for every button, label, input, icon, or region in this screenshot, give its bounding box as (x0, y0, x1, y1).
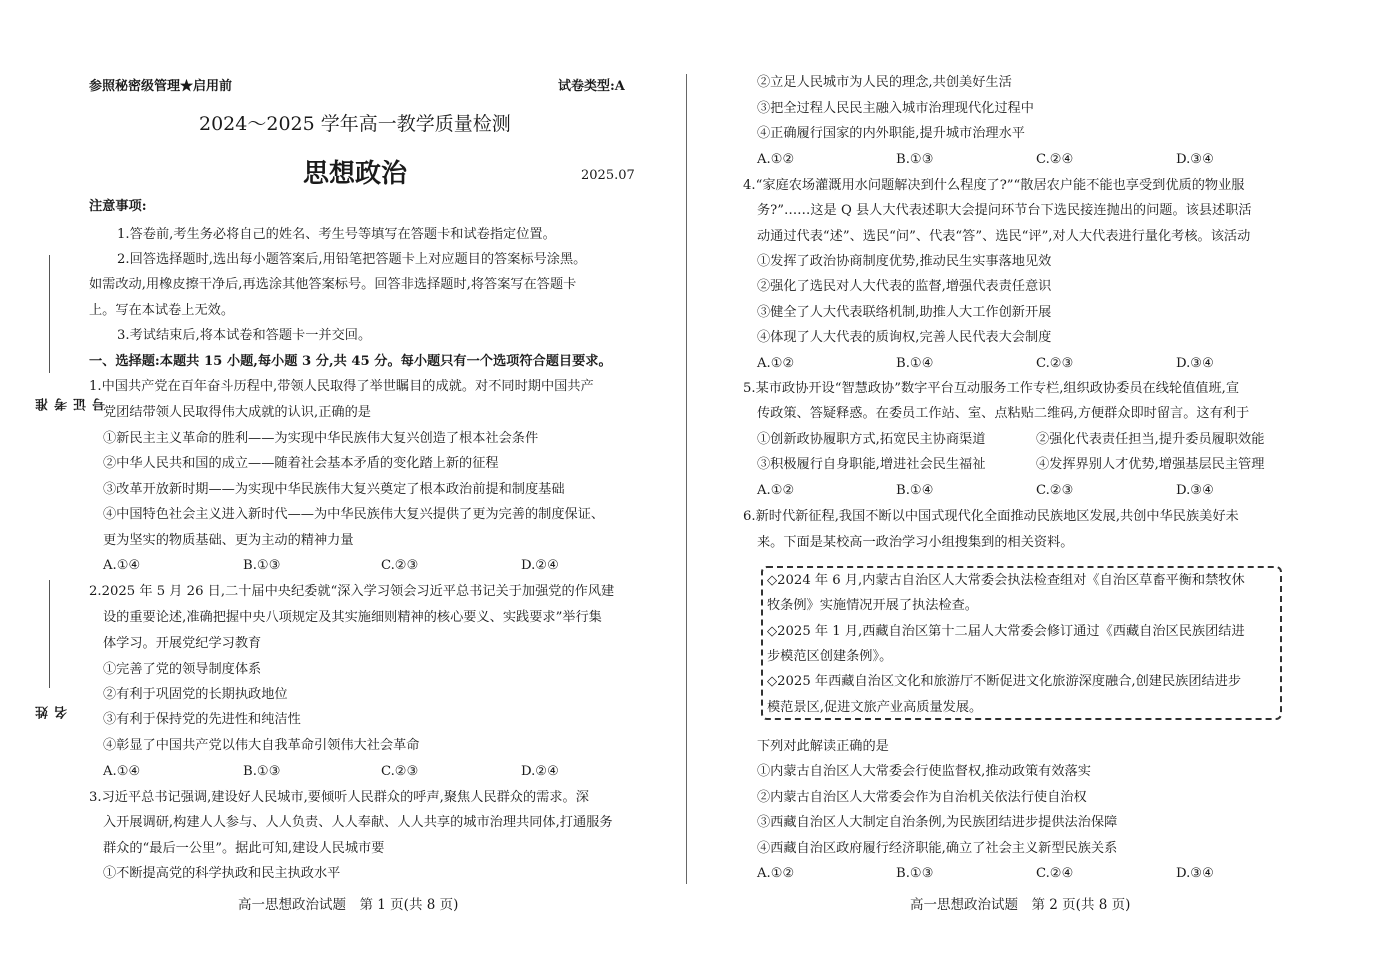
q5-item-1: ①创新政协履职方式,拓宽民主协商渠道 (757, 432, 986, 447)
q5-option-a: A.①② (757, 483, 795, 498)
q3-item-4: ④正确履行国家的内外职能,提升城市治理水平 (757, 126, 1025, 141)
q6-item-2: ②内蒙古自治区人大常委会作为自治机关依法行使自治权 (757, 790, 1087, 805)
q6-question: 下列对此解读正确的是 (757, 739, 889, 754)
q5-item-4: ④发挥界别人才优势,增强基层民主管理 (1036, 457, 1265, 472)
q6-option-d: D.③④ (1176, 866, 1214, 881)
q3-stem-end: 群众的“最后一公里”。据此可知,建设人民城市要 (103, 841, 385, 856)
q3-item-3: ③把全过程人民民主融入城市治理现代化过程中 (757, 101, 1034, 116)
q4-item-3: ③健全了人大代表联络机制,助推人大工作创新开展 (757, 305, 1052, 320)
q3-item-2: ②立足人民城市为人民的理念,共创美好生活 (757, 75, 1012, 90)
q2-option-c: C.②③ (381, 764, 419, 779)
footer-page-1: 高一思想政治试题 第 1 页(共 8 页) (238, 897, 459, 913)
q3-option-b: B.①③ (896, 152, 934, 167)
q4-item-2: ②强化了选民对人大代表的监督,增强代表责任意识 (757, 279, 1052, 294)
q1-stem-cont: 党团结带领人民取得伟大成就的认识,正确的是 (103, 405, 371, 420)
note-1: 1.答卷前,考生务必将自己的姓名、考生号等填写在答题卡和试卷指定位置。 (117, 227, 556, 242)
q5-option-d: D.③④ (1176, 483, 1214, 498)
secret-level: 参照秘密级管理★启用前 (89, 79, 233, 94)
q6-option-a: A.①② (757, 866, 795, 881)
section-heading: 一、选择题:本题共 15 小题,每小题 3 分,共 45 分。每小题只有一个选项符合题目要求。 (89, 354, 612, 369)
material-1-cont: 牧条例》实施情况开展了执法检查。 (767, 598, 978, 613)
exam-date: 2025.07 (581, 168, 635, 183)
q5-stem: 5.某市政协开设“智慧政协”数字平台互动服务工作专栏,组织政协委员在线轮值值班,宣 (743, 381, 1240, 396)
name-write-line (49, 580, 50, 688)
q6-stem-cont: 来。下面是某校高一政治学习小组搜集到的相关资料。 (757, 535, 1074, 550)
q4-item-1: ①发挥了政治协商制度优势,推动民生实事落地见效 (757, 254, 1052, 269)
q3-option-c: C.②④ (1036, 152, 1074, 167)
name-label: 姓名 (36, 706, 70, 719)
note-3: 3.考试结束后,将本试卷和答题卡一并交回。 (117, 328, 372, 343)
q4-option-b: B.①④ (896, 356, 934, 371)
notes-title: 注意事项: (89, 199, 147, 214)
material-1: ◇2024 年 6 月,内蒙古自治区人大常委会执法检查组对《自治区草畜平衡和禁牧休 (767, 573, 1245, 588)
q2-stem-end: 体学习。开展党纪学习教育 (103, 636, 262, 651)
q6-item-4: ④西藏自治区政府履行经济职能,确立了社会主义新型民族关系 (757, 841, 1118, 856)
q3-option-d: D.③④ (1176, 152, 1214, 167)
q6-item-1: ①内蒙古自治区人大常委会行使监督权,推动政策有效落实 (757, 764, 1091, 779)
material-3-cont: 模范景区,促进文旅产业高质量发展。 (767, 700, 983, 715)
q6-option-c: C.②④ (1036, 866, 1074, 881)
q2-item-3: ③有利于保持党的先进性和纯洁性 (103, 712, 301, 727)
q4-stem-cont: 务?”……这是 Q 县人大代表述职大会提问环节台下选民接连抛出的问题。该县述职活 (757, 203, 1252, 218)
q1-option-d: D.②④ (521, 558, 559, 573)
q4-item-4: ④体现了人大代表的质询权,完善人民代表大会制度 (757, 330, 1052, 345)
q1-item-1: ①新民主主义革命的胜利——为实现中华民族伟大复兴创造了根本社会条件 (103, 431, 539, 446)
q5-item-3: ③积极履行自身职能,增进社会民生福祉 (757, 457, 986, 472)
q1-stem: 1.中国共产党在百年奋斗历程中,带领人民取得了举世瞩目的成就。对不同时期中国共产 (89, 379, 594, 394)
q2-option-a: A.①④ (103, 764, 141, 779)
q4-stem: 4.“家庭农场灌溉用水问题解决到什么程度了?”“散居农户能不能也享受到优质的物业服 (743, 178, 1245, 193)
note-2-cont: 如需改动,用橡皮擦干净后,再选涂其他答案标号。回答非选择题时,将答案写在答题卡 (89, 277, 577, 292)
q5-item-2: ②强化代表责任担当,提升委员履职效能 (1036, 432, 1265, 447)
q2-stem-cont: 设的重要论述,准确把握中央八项规定及其实施细则精神的核心要义、实践要求”举行集 (103, 610, 602, 625)
q1-item-4-cont: 更为坚实的物质基础、更为主动的精神力量 (103, 533, 354, 548)
q2-item-1: ①完善了党的领导制度体系 (103, 662, 262, 677)
exam-title: 2024～2025 学年高一教学质量检测 (199, 113, 511, 135)
q5-stem-cont: 传政策、答疑释惑。在委员工作站、室、点粘贴二维码,方便群众即时留言。这有利于 (757, 406, 1250, 421)
q3-option-a: A.①② (757, 152, 795, 167)
exam-type: 试卷类型:A (558, 79, 625, 94)
q3-item-1: ①不断提高党的科学执政和民主执政水平 (103, 866, 341, 881)
q4-option-d: D.③④ (1176, 356, 1214, 371)
q1-option-c: C.②③ (381, 558, 419, 573)
admission-write-line (49, 255, 50, 373)
q2-item-4: ④彰显了中国共产党以伟大自我革命引领伟大社会革命 (103, 738, 420, 753)
q6-item-3: ③西藏自治区人大制定自治条例,为民族团结进步提供法治保障 (757, 815, 1118, 830)
material-3: ◇2025 年西藏自治区文化和旅游厅不断促进文化旅游深度融合,创建民族团结进步 (767, 674, 1242, 689)
q1-option-b: B.①③ (243, 558, 281, 573)
q6-stem: 6.新时代新征程,我国不断以中国式现代化全面推动民族地区发展,共创中华民族美好未 (743, 509, 1239, 524)
note-2-end: 上。写在本试卷上无效。 (89, 303, 235, 318)
admission-number-label: 准考证号 (36, 398, 108, 411)
q2-item-2: ②有利于巩固党的长期执政地位 (103, 687, 288, 702)
q4-option-c: C.②③ (1036, 356, 1074, 371)
q3-stem-cont: 入开展调研,构建人人参与、人人负责、人人奉献、人人共享的城市治理共同体,打通服务 (103, 815, 613, 830)
q5-option-b: B.①④ (896, 483, 934, 498)
q1-item-3: ③改革开放新时期——为实现中华民族伟大复兴奠定了根本政治前提和制度基础 (103, 482, 565, 497)
q2-option-d: D.②④ (521, 764, 559, 779)
q4-stem-end: 动通过代表“述”、选民“问”、代表“答”、选民“评”,对人大代表进行量化考核。该活动 (757, 229, 1251, 244)
footer-page-2: 高一思想政治试题 第 2 页(共 8 页) (910, 897, 1131, 913)
q2-stem: 2.2025 年 5 月 26 日,二十届中央纪委就“深入学习领会习近平总书记关于加强党的作风建 (89, 584, 615, 599)
note-2: 2.回答选择题时,选出每小题答案后,用铅笔把答题卡上对应题目的答案标号涂黑。 (117, 252, 587, 267)
q1-option-a: A.①④ (103, 558, 141, 573)
q3-stem: 3.习近平总书记强调,建设好人民城市,要倾听人民群众的呼声,聚焦人民群众的需求。深 (89, 790, 589, 805)
material-2-cont: 步模范区创建条例》。 (767, 649, 893, 664)
q2-option-b: B.①③ (243, 764, 281, 779)
q1-item-4: ④中国特色社会主义进入新时代——为中华民族伟大复兴提供了更为完善的制度保证、 (103, 507, 605, 522)
q6-option-b: B.①③ (896, 866, 934, 881)
q5-option-c: C.②③ (1036, 483, 1074, 498)
page-divider (686, 74, 687, 884)
q4-option-a: A.①② (757, 356, 795, 371)
material-2: ◇2025 年 1 月,西藏自治区第十二届人大常委会修订通过《西藏自治区民族团结进 (767, 624, 1245, 639)
subject-title: 思想政治 (303, 159, 408, 189)
q1-item-2: ②中华人民共和国的成立——随着社会基本矛盾的变化踏上新的征程 (103, 456, 499, 471)
